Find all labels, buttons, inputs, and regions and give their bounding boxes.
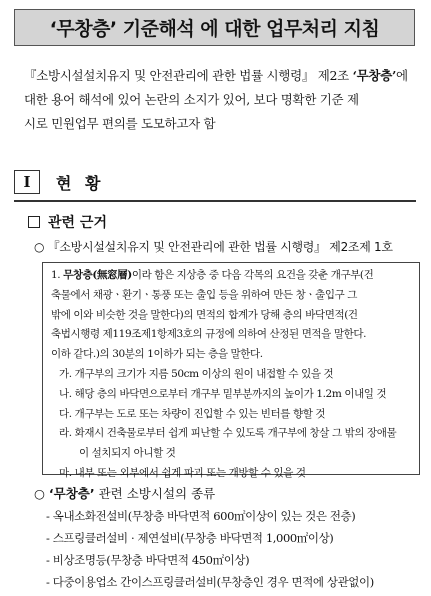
quote-item: 라. 화재시 건축물로부터 쉽게 피난할 수 있도록 개구부에 창살 그 밖의 장애물 <box>59 427 397 440</box>
quote-item: 가. 개구부의 크기가 지름 50cm 이상의 원이 내접할 수 있을 것 <box>59 367 334 380</box>
subsection-heading <box>28 212 107 232</box>
intro-line-1-pre: 『소방시설설치유지 및 안전관리에 관한 법률 시행령』 제2조 <box>24 68 353 83</box>
quote-item: 나. 해당 층의 바닥면으로부터 개구부 밑부분까지의 높이가 1.2m 이내일 것 <box>59 387 387 400</box>
facilities-heading-rest: 관련 소방시설의 종류 <box>94 486 216 501</box>
section-divider <box>14 200 416 202</box>
quote-item-continued: 이 설치되지 아니할 것 <box>79 447 176 460</box>
intro-line-1-post: 에 <box>396 68 408 83</box>
intro-line-3: 시로 민원업무 편의를 도모하고자 함 <box>24 116 216 131</box>
intro-line-2: 대한 용어 해석에 있어 논란의 소지가 있어, 보다 명확한 기준 제 <box>24 92 359 107</box>
intro-line-1 <box>24 64 416 88</box>
quote-line: 축물에서 채광ㆍ환기ㆍ통풍 또는 출입 등을 위하여 만든 창ㆍ출입구 그 <box>51 288 358 301</box>
facility-item: - 옥내소화전설비(무창층 바닥면적 600㎡이상이 있는 것은 전층) <box>46 509 356 523</box>
square-bullet-icon <box>28 216 40 228</box>
intro-keyword: ‘무창층’ <box>352 68 397 83</box>
facilities-keyword: ‘무창층’ <box>48 486 95 501</box>
quote-item: 마. 내부 또는 외부에서 쉽게 파괴 또는 개방할 수 있을 것 <box>59 466 306 479</box>
section-header <box>14 168 416 196</box>
facility-item: - 비상조명등(무창층 바닥면적 450㎡이상) <box>46 553 250 567</box>
section-title: 현 황 <box>56 173 105 193</box>
quote-item: 다. 개구부는 도로 또는 차량이 진입할 수 있는 빈터를 향할 것 <box>59 407 326 420</box>
section-number: Ⅰ <box>14 170 40 194</box>
intro-paragraph <box>24 64 416 136</box>
subsection-title: 관련 근거 <box>48 215 107 231</box>
facilities-heading <box>34 484 215 502</box>
law-reference: ○ 『소방시설설치유지 및 안전관리에 관한 법률 시행령』 제2조제 1호 <box>34 240 393 254</box>
quote-line: 축법시행령 제119조제1항제3호의 규정에 의하여 산정된 면적을 말한다. <box>51 328 367 341</box>
law-quote-box <box>42 262 420 479</box>
facility-item: - 스프링클러설비 · 제연설비(무창층 바닥면적 1,000㎡이상) <box>46 531 334 545</box>
facility-item: - 다중이용업소 간이스프링클러설비(무창층인 경우 면적에 상관없이) <box>46 575 374 589</box>
quote-line: 밖에 이와 비슷한 것을 말한다)의 면적의 합계가 당해 층의 바닥면적(건 <box>51 308 358 321</box>
quote-line: 1. 무창층(無窓層)이라 함은 지상층 중 다음 각목의 요건을 갖춘 개구부(건 <box>51 269 374 281</box>
document-title: ‘무창층’ 기준해석 에 대한 업무처리 지침 <box>14 9 415 46</box>
quote-line: 이하 같다.)의 30분의 1이하가 되는 층을 말한다. <box>51 348 263 361</box>
quote-term: 무창층(無窓層) <box>63 269 132 281</box>
circle-bullet: ○ <box>34 486 49 501</box>
